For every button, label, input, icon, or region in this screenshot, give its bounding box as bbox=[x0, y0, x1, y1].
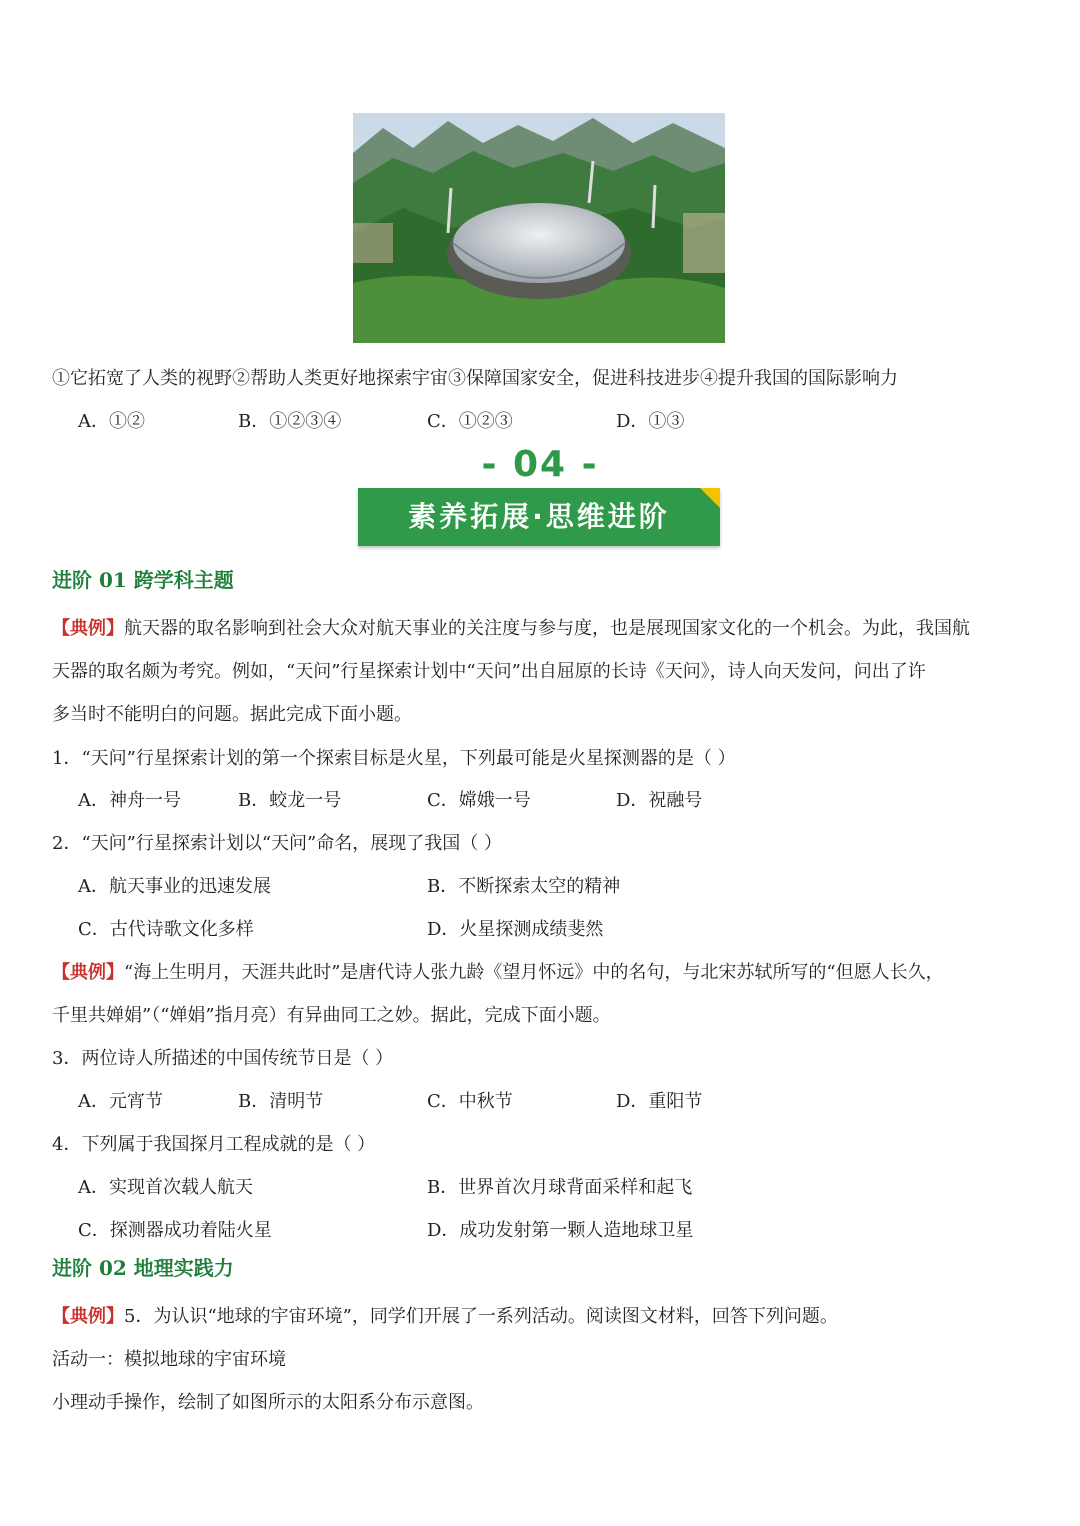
option-a[interactable]: A．①② bbox=[78, 411, 145, 432]
q4-option-d[interactable]: D．成功发射第一颗人造地球卫星 bbox=[427, 1220, 694, 1241]
q3-option-a[interactable]: A．元宵节 bbox=[78, 1091, 163, 1112]
example-tag: 【典例】 bbox=[52, 962, 124, 983]
statement-list: ①它拓宽了人类的视野②帮助人类更好地探索宇宙③保障国家安全，促进科技进步④提升我国的国际影响力 bbox=[52, 368, 898, 389]
q1-option-d[interactable]: D．祝融号 bbox=[616, 790, 703, 811]
question-2-stem: 2．“天问”行星探索计划以“天问”命名，展现了我国（ ） bbox=[52, 833, 502, 854]
section-number: - 04 - bbox=[481, 444, 599, 485]
q4-option-c[interactable]: C．探测器成功着陆火星 bbox=[78, 1220, 272, 1241]
option-c[interactable]: C．①②③ bbox=[427, 411, 513, 432]
example-tag: 【典例】 bbox=[52, 1306, 124, 1327]
q3-option-c[interactable]: C．中秋节 bbox=[427, 1091, 513, 1112]
option-b[interactable]: B．①②③④ bbox=[238, 411, 342, 432]
subsection-heading-1: 进阶 01 跨学科主题 bbox=[52, 568, 234, 592]
q2-option-a[interactable]: A．航天事业的迅速发展 bbox=[78, 876, 271, 897]
q2-option-b[interactable]: B．不断探索太空的精神 bbox=[427, 876, 621, 897]
q3-option-d[interactable]: D．重阳节 bbox=[616, 1091, 703, 1112]
example-2-line-1: 【典例】“海上生明月，天涯共此时”是唐代诗人张九龄《望月怀远》中的名句，与北宋苏轼所写的“但愿人长久， bbox=[52, 962, 944, 983]
banner-corner-decoration bbox=[700, 488, 720, 508]
q1-option-a[interactable]: A．神舟一号 bbox=[78, 790, 181, 811]
q3-option-b[interactable]: B．清明节 bbox=[238, 1091, 324, 1112]
example-1-line-1: 【典例】航天器的取名影响到社会大众对航天事业的关注度与参与度，也是展现国家文化的一个机会。为此，我国航 bbox=[52, 618, 970, 639]
option-d[interactable]: D．①③ bbox=[616, 411, 685, 432]
question-1-stem: 1．“天问”行星探索计划的第一个探索目标是火星，下列最可能是火星探测器的是（ ） bbox=[52, 748, 736, 769]
q2-option-c[interactable]: C．古代诗歌文化多样 bbox=[78, 919, 254, 940]
q4-option-a[interactable]: A．实现首次载人航天 bbox=[78, 1177, 253, 1198]
activity-1-text: 小理动手操作，绘制了如图所示的太阳系分布示意图。 bbox=[52, 1392, 484, 1413]
q2-option-d[interactable]: D．火星探测成绩斐然 bbox=[427, 919, 604, 940]
q4-option-b[interactable]: B．世界首次月球背面采样和起飞 bbox=[427, 1177, 693, 1198]
question-3-stem: 3．两位诗人所描述的中国传统节日是（ ） bbox=[52, 1048, 394, 1069]
activity-1-title: 活动一：模拟地球的宇宙环境 bbox=[52, 1349, 286, 1370]
section-title: 素养拓展·思维进阶 bbox=[408, 500, 670, 533]
subsection-heading-2: 进阶 02 地理实践力 bbox=[52, 1256, 234, 1280]
section-banner bbox=[358, 488, 720, 546]
example-tag: 【典例】 bbox=[52, 618, 124, 639]
fast-radio-telescope-photo bbox=[353, 113, 725, 343]
example-2-line-2: 千里共婵娟”（“婵娟”指月亮）有异曲同工之妙。据此，完成下面小题。 bbox=[52, 1005, 611, 1026]
question-4-stem: 4．下列属于我国探月工程成就的是（ ） bbox=[52, 1134, 376, 1155]
example-1-line-2: 天器的取名颇为考究。例如，“天问”行星探索计划中“天问”出自屈原的长诗《天问》，诗人向天发问，问出了许 bbox=[52, 661, 926, 682]
q1-option-b[interactable]: B．蛟龙一号 bbox=[238, 790, 342, 811]
example-3-line: 【典例】5．为认识“地球的宇宙环境”，同学们开展了一系列活动。阅读图文材料，回答下列问题。 bbox=[52, 1306, 838, 1327]
q1-option-c[interactable]: C．嫦娥一号 bbox=[427, 790, 531, 811]
example-1-line-3: 多当时不能明白的问题。据此完成下面小题。 bbox=[52, 704, 412, 725]
